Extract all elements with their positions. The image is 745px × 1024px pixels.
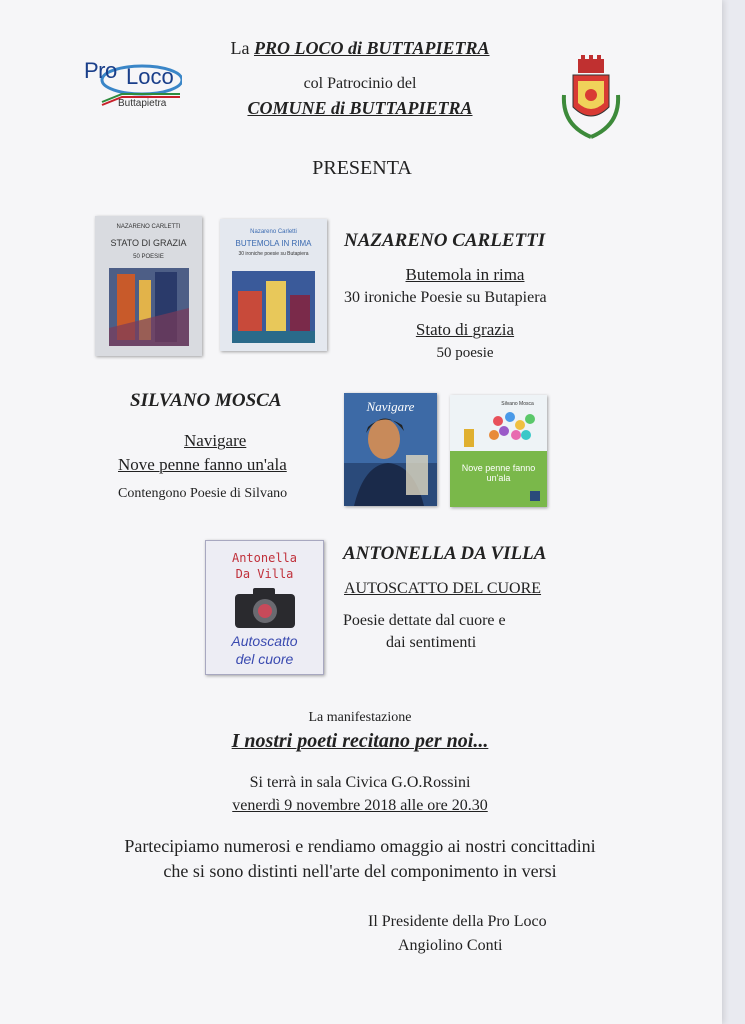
book-title-nove-penne <box>118 455 287 475</box>
book-title-text: Navigare <box>184 431 247 450</box>
presenta-heading: PRESENTA <box>312 157 412 179</box>
event-title <box>150 730 570 753</box>
comune-crest-icon <box>556 55 626 145</box>
book-title-text: Stato di grazia <box>415 320 515 339</box>
book-desc-butemola: 30 ironiche Poesie su Butapiera <box>344 289 547 306</box>
cover-painting-image <box>232 271 315 343</box>
cover-subtitle: 30 ironiche poesie su Butapiera <box>238 251 309 257</box>
cover-balloons-image <box>450 395 547 507</box>
book-title-text: Nove penne fanno un'ala <box>118 455 287 474</box>
cover-title: Navigare <box>366 399 415 414</box>
cover-title: Nove penne fanno un'ala <box>461 463 536 483</box>
cover-author: Nazareno Carletti <box>250 229 297 235</box>
book-cover-stato-di-grazia <box>95 216 202 356</box>
author-name-carletti: NAZARENO CARLETTI <box>344 230 546 251</box>
event-intro: La manifestazione <box>308 710 412 725</box>
camera-icon <box>235 586 295 628</box>
header-line-2: col Patrocinio del <box>303 75 417 92</box>
book-desc-davilla-1: Poesie dettate dal cuore e <box>343 612 506 629</box>
signature-name: Angiolino Conti <box>398 937 503 954</box>
cover-title: BUTEMOLA IN RIMA <box>235 239 312 248</box>
event-invite-line-2: che si sono distinti nell'arte del componimento in versi <box>163 861 557 881</box>
header-prefix: La <box>230 38 250 58</box>
cover-author: Da Villa <box>235 567 294 581</box>
book-title-text: AUTOSCATTO DEL CUORE <box>344 580 542 597</box>
book-desc-mosca: Contengono Poesie di Silvano <box>118 486 288 501</box>
header-org: PRO LOCO di BUTTAPIETRA <box>253 38 490 58</box>
book-cover-nove-penne <box>450 395 547 507</box>
cover-title: del cuore <box>235 651 294 667</box>
book-title-text: Butemola in rima <box>405 265 525 284</box>
event-place: Si terrà in sala Civica G.O.Rossini <box>249 774 471 791</box>
book-desc-davilla-2: dai sentimenti <box>386 634 477 651</box>
cover-painting-image <box>109 268 189 346</box>
event-invite-line-1: Partecipiamo numerosi e rendiamo omaggio ai nostri concittadini <box>124 836 596 856</box>
cover-author: Antonella <box>231 551 298 565</box>
logo-loco-text: Loco <box>126 64 174 89</box>
author-name-mosca: SILVANO MOSCA <box>130 390 282 411</box>
event-date-text: venerdì 9 novembre 2018 alle ore 20.30 <box>232 797 488 814</box>
logo-town-text: Buttapietra <box>118 98 167 109</box>
book-title-navigare <box>184 431 246 451</box>
cover-author: NAZARENO CARLETTI <box>116 224 181 230</box>
cover-title: Autoscatto <box>231 633 298 649</box>
logo-pro-text: Pro <box>84 58 117 83</box>
cover-subtitle: 50 POESIE <box>133 254 164 260</box>
proloco-logo <box>82 50 182 122</box>
cover-title: STATO DI GRAZIA <box>110 238 187 248</box>
event-date <box>150 797 570 815</box>
book-title-autoscatto <box>344 580 541 598</box>
book-cover-navigare <box>344 393 437 506</box>
book-cover-butemola-in-rima <box>220 219 327 351</box>
author-name-davilla: ANTONELLA DA VILLA <box>343 543 547 564</box>
book-title-stato <box>340 320 590 340</box>
event-title-text: I nostri poeti recitano per noi... <box>231 730 489 752</box>
book-cover-autoscatto <box>205 540 324 675</box>
header-comune: COMUNE di BUTTAPIETRA <box>247 98 473 118</box>
book-desc-stato: 50 poesie <box>436 345 494 361</box>
header-line-1 <box>180 38 540 59</box>
book-title-butemola <box>340 265 590 285</box>
header-line-3 <box>180 98 540 119</box>
cover-author: Silvano Mosca <box>501 401 534 407</box>
signature-role: Il Presidente della Pro Loco <box>368 913 547 930</box>
